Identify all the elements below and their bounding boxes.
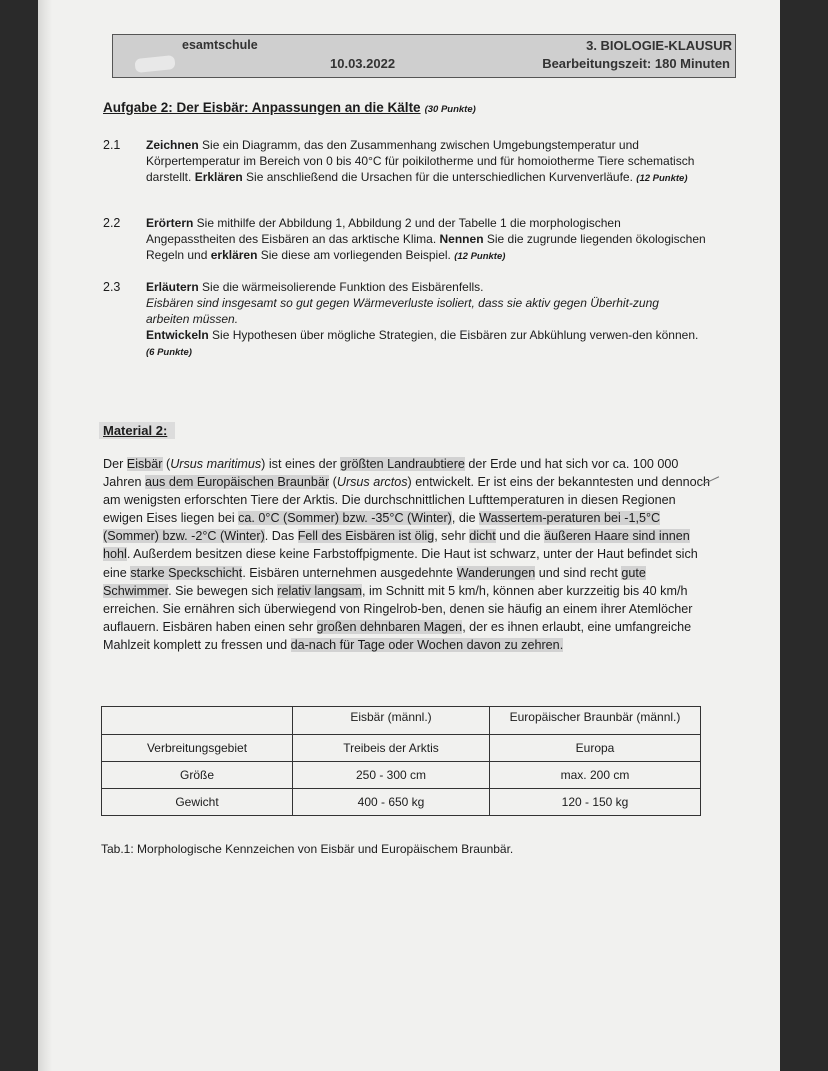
table-header-row xyxy=(102,707,701,735)
highlighted-text: dicht xyxy=(469,529,496,544)
operator-word: Erläutern xyxy=(146,280,199,294)
table-cell: 250 - 300 cm xyxy=(293,762,490,789)
highlighted-text: aus dem Europäischen Braunbär xyxy=(145,475,330,490)
text-run: ( xyxy=(162,457,171,471)
highlighted-text: da-nach für Tage oder Wochen davon zu zehren. xyxy=(290,637,564,652)
table-cell: Gewicht xyxy=(102,789,293,816)
text-run: der Erde und hat sich vor ca. 100 000 Jahren xyxy=(103,457,679,490)
task-number: 2.1 xyxy=(103,138,121,152)
table-row xyxy=(102,789,701,816)
task-number: 2.2 xyxy=(103,216,121,230)
task-line xyxy=(146,295,702,327)
table-cell: max. 200 cm xyxy=(490,762,701,789)
table-caption: Tab.1: Morphologische Kennzeichen von Eisbär und Europäischem Braunbär. xyxy=(101,842,514,856)
table-cell: Verbreitungsgebiet xyxy=(102,735,293,762)
text-run: . Sie bewegen sich xyxy=(168,583,278,598)
material-text xyxy=(103,455,715,654)
time-limit: Bearbeitungszeit: 180 Minuten xyxy=(542,56,730,71)
text-run: Sie diese am vorliegenden Beispiel. xyxy=(257,248,455,262)
task-line xyxy=(146,327,702,361)
exam-title: 3. BIOLOGIE-KLAUSUR xyxy=(586,38,732,53)
highlighted-text: starke Speckschicht xyxy=(130,565,243,580)
text-run: . Das xyxy=(264,529,298,544)
italic-text: Eisbären sind insgesamt so gut gegen Wärmeverluste isoliert, dass sie aktiv gegen Überhit-zung arbeiten müssen. xyxy=(146,296,659,326)
task-title: Aufgabe 2: Der Eisbär: Anpassungen an die Kälte xyxy=(103,100,421,115)
highlighted-text: größten Landraubtiere xyxy=(340,457,465,471)
operator-word: Zeichnen xyxy=(146,138,199,152)
text-run: , sehr xyxy=(434,529,470,544)
material-heading: Material 2: xyxy=(99,422,175,439)
text-run: Sie die zugrunde liegenden ökologischen Regeln und xyxy=(146,232,706,262)
task-text xyxy=(146,279,702,361)
highlighted-text: ca. 0°C (Sommer) bzw. -35°C (Winter) xyxy=(238,511,452,526)
table-row xyxy=(102,735,701,762)
text-run: ) ist eines der xyxy=(261,457,341,471)
text-run: Sie die wärmeisolierende Funktion des Eisbärenfells. xyxy=(198,280,484,294)
task-line xyxy=(146,279,702,295)
task-text xyxy=(146,215,706,265)
highlighted-text: großen dehnbaren Magen xyxy=(316,619,463,634)
italic-text: Ursus maritimus xyxy=(170,457,262,471)
text-run: Sie Hypothesen über mögliche Strategien, die Eisbären zur Abkühlung verwen-den können. xyxy=(208,328,699,342)
text-run: ( xyxy=(329,475,337,490)
table-row xyxy=(102,762,701,789)
text-run: Sie ein Diagramm, das den Zusammenhang zwischen Umgebungstemperatur und Körpertemperatur im Bereich von 0 bis 40°C für poikilotherme und für homoiotherme Tiere schematisch darstellt. xyxy=(146,138,695,184)
task-text xyxy=(146,137,706,187)
table-header-cell: Eisbär (männl.) xyxy=(293,707,490,735)
comparison-table xyxy=(101,706,701,816)
highlighted-text: äußeren Haare sind innen hohl xyxy=(103,529,690,562)
operator-word: Erörtern xyxy=(146,216,194,230)
table-header-cell: Europäischer Braunbär (männl.) xyxy=(490,707,701,735)
text-run: Der xyxy=(103,457,127,471)
text-run: , der es ihnen erlaubt, eine umfangreiche Mahlzeit komplett zu fressen und xyxy=(103,619,692,652)
task-line xyxy=(146,137,706,187)
text-run: . Eisbären unternehmen ausgedehnte xyxy=(242,565,457,580)
table-cell: 120 - 150 kg xyxy=(490,789,701,816)
table-cell: Europa xyxy=(490,735,701,762)
highlighted-text: Eisbär xyxy=(126,457,163,471)
operator-word: Erklären xyxy=(194,170,243,184)
table-cell: Größe xyxy=(102,762,293,789)
school-name: esamtschule xyxy=(182,38,258,52)
operator-word: Nennen xyxy=(439,232,484,246)
task-line xyxy=(146,215,706,265)
text-run: , im Schnitt mit 5 km/h, können aber kurzzeitig bis 40 km/h erreichen. Sie ernähren sich überwiegend von Ringelrob-ben, denen sie häufig an einem ihrer Atemlöcher auflauern. Eisbären haben einen sehr xyxy=(103,583,693,634)
task-number: 2.3 xyxy=(103,280,121,294)
table-cell: Treibeis der Arktis xyxy=(293,735,490,762)
table-header-cell xyxy=(102,707,293,735)
highlighted-text: Fell des Eisbären ist ölig xyxy=(297,529,435,544)
highlighted-text: relativ langsam xyxy=(277,583,362,598)
text-run: und sind recht xyxy=(535,565,622,580)
points-label: (6 Punkte) xyxy=(146,347,192,358)
text-run: Sie mithilfe der Abbildung 1, Abbildung 2 und der Tabelle 1 die morphologischen Angepasstheiten des Eisbären an das arktische Klima. xyxy=(146,216,621,246)
task-points: (30 Punkte) xyxy=(424,104,476,115)
points-label: (12 Punkte) xyxy=(454,251,506,262)
text-run: und die xyxy=(495,529,545,544)
italic-text: Ursus arctos xyxy=(336,475,408,490)
operator-word: erklären xyxy=(210,248,258,262)
text-run: Sie anschließend die Ursachen für die unterschiedlichen Kurvenverläufe. xyxy=(242,170,637,184)
text-run: ) entwickelt. Er ist eins der bekanntesten und dennoch am wenigsten erforschten Tiere der Arktis. Die durchschnittlichen Lufttemperaturen in diesen Regionen ewigen Eises liegen bei xyxy=(103,475,710,526)
highlighted-text: gute Schwimmer xyxy=(103,565,646,598)
table-cell: 400 - 650 kg xyxy=(293,789,490,816)
points-label: (12 Punkte) xyxy=(636,173,688,184)
highlighted-text: Wassertem-peraturen bei -1,5°C (Sommer) bzw. -2°C (Winter) xyxy=(103,511,661,544)
text-run: . Außerdem besitzen diese keine Farbstoffpigmente. Die Haut ist schwarz, unter der Haut befindet sich eine xyxy=(103,547,698,580)
operator-word: Entwickeln xyxy=(146,328,209,342)
exam-date: 10.03.2022 xyxy=(330,56,396,71)
highlighted-text: Wanderungen xyxy=(456,565,536,580)
text-run: , die xyxy=(451,511,480,526)
task-heading xyxy=(103,100,476,115)
